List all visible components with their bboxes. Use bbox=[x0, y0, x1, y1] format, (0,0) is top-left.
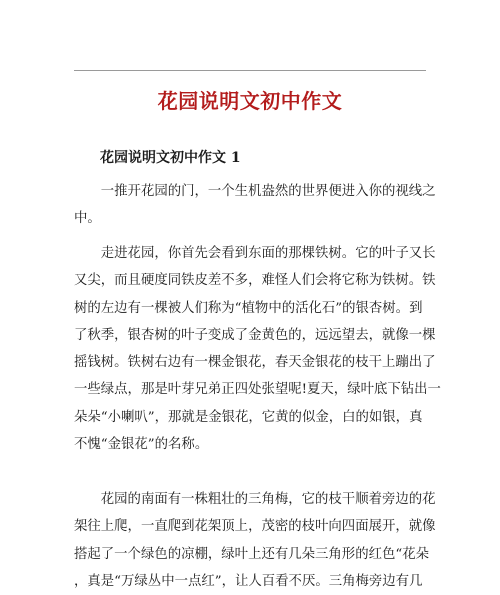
paragraph-line: 中。 bbox=[74, 211, 101, 227]
paragraph-line: ，真是“万绿丛中一点红”，让人百看不厌。三角梅旁边有几 bbox=[74, 573, 423, 589]
paragraph-line: 摇钱树。铁树右边有一棵金银花，春天金银花的枝干上蹦出了 bbox=[74, 355, 436, 371]
paragraph-line: 花园的南面有一株粗壮的三角梅，它的枝干顺着旁边的花 bbox=[74, 492, 436, 507]
paragraph-1 bbox=[74, 178, 434, 233]
paragraph-line: 走进花园，你首先会看到东面的那棵铁树。它的叶子又长 bbox=[74, 246, 436, 261]
paragraph-line: 架往上爬，一直爬到花架顶上，茂密的枝叶向四面展开，就像 bbox=[74, 519, 436, 535]
paragraph-line: 不愧“金银花”的名称。 bbox=[74, 437, 209, 453]
paragraph-line: 又尖，而且硬度同铁皮差不多，难怪人们会将它称为铁树。铁 bbox=[74, 273, 436, 289]
paragraph-line: 了秋季，银杏树的叶子变成了金黄色的，远远望去，就像一棵 bbox=[74, 327, 436, 343]
paragraph-line: 朵朵“小喇叭”，那就是金银花，它黄的似金，白的如银，真 bbox=[74, 409, 423, 425]
paragraph-line: 搭起了一个绿色的凉棚，绿叶上还有几朵三角形的红色“花朵 bbox=[74, 546, 429, 562]
paragraph-line: 一推开花园的门，一个生机盎然的世界便进入你的视线之 bbox=[74, 184, 436, 199]
paragraph-2 bbox=[74, 240, 441, 458]
document-title: 花园说明文初中作文 bbox=[157, 89, 343, 113]
paragraph-line: 树的左边有一棵被人们称为“植物中的活化石”的银杏树。到 bbox=[74, 300, 423, 316]
section-heading: 花园说明文初中作文 1 bbox=[100, 150, 241, 166]
header-rule bbox=[74, 70, 426, 71]
paragraph-line: 一些绿点，那是叶芽兄弟正四处张望呢!夏天，绿叶底下钻出一 bbox=[74, 382, 441, 398]
paragraph-3 bbox=[74, 486, 434, 595]
